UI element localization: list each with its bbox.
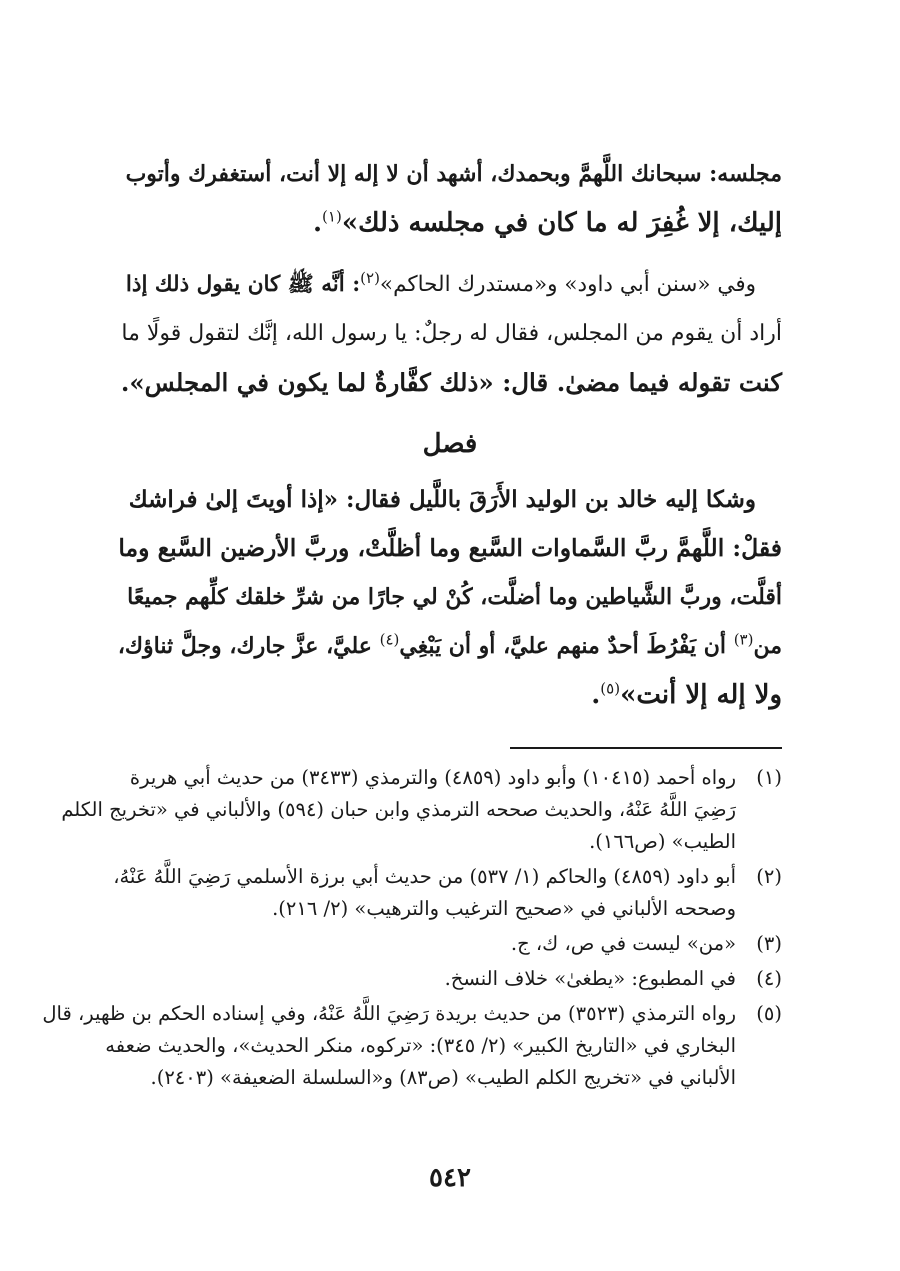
footnote-line: رواه الترمذي (٣٥٢٣) من حديث بريدة رَضِيَ اللَّهُ عَنْهُ، وفي إسناده الحكم بن ظهير، قال	[42, 1002, 736, 1025]
text-line	[118, 622, 782, 671]
text-line: أراد أن يقوم من المجلس، فقال له رجلٌ: يا رسول الله، إنَّك لتقول قولًا ما	[121, 321, 782, 346]
text-line	[118, 671, 782, 720]
footnote-number: (٣)	[756, 932, 782, 955]
main-text	[118, 150, 782, 732]
footnote-number: (٢)	[756, 865, 782, 888]
footnote-line: وصححه الألباني في «صحيح الترغيب والترهيب» (٢/ ٢١٦).	[272, 897, 736, 920]
footnote-text	[42, 998, 736, 1094]
footnote-line: البخاري في «التاريخ الكبير» (٢/ ٣٤٥): «تركوه، منكر الحديث»، والحديث ضعفه	[105, 1034, 736, 1057]
page-number: ٥٤٢	[429, 1163, 471, 1193]
text-line: مجلسه: سبحانك اللَّهمَّ وبحمدك، أشهد أن لا إله إلا أنت، أستغفرك وأتوب	[125, 161, 782, 187]
footnote-number: (٥)	[756, 1002, 782, 1025]
text-span: إليك، إلا غُفِرَ له ما كان في مجلسه ذلك»	[341, 208, 782, 238]
footnote	[42, 998, 782, 1094]
footnote	[118, 963, 782, 995]
text-line: أقلَّت، وربَّ الشَّياطين وما أضلَّت، كُنْ لي جارًا من شرِّ خلقك كلِّهم جميعًا	[127, 584, 782, 610]
text-line	[118, 199, 782, 248]
footnote-line: الألباني في «تخريج الكلم الطيب» (ص٨٣) و«السلسلة الضعيفة» (٢٤٠٣).	[150, 1066, 736, 1089]
footnote-ref-3[interactable]: (٣)	[733, 630, 754, 649]
text-span: عليَّ، عزَّ جارك، وجلَّ ثناؤك،	[117, 633, 380, 659]
footnote-text	[118, 928, 736, 960]
paragraph-1	[118, 150, 782, 248]
text-span: : أنَّه ﷺ كان يقول ذلك إذا	[125, 272, 361, 297]
footnote-line: «من» ليست في ص، ك، ج.	[510, 932, 736, 955]
footnotes	[42, 762, 782, 1097]
text-line: فقلْ: اللَّهمَّ ربَّ السَّماوات السَّبع وما أظلَّتْ، وربَّ الأرضين السَّبع وما	[118, 534, 782, 562]
text-line: وشكا إليه خالد بن الوليد الأَرَقَ باللَّيل فقال: «إذا أويتَ إلىٰ فراشك	[128, 486, 756, 513]
text-span: .	[591, 680, 601, 710]
text-span: ولا إله إلا أنت»	[620, 680, 782, 710]
footnote-text	[118, 963, 736, 995]
footnote-line: أبو داود (٤٨٥٩) والحاكم (١/ ٥٣٧) من حديث أبي برزة الأسلمي رَضِيَ اللَّهُ عَنْهُ،	[113, 865, 736, 888]
text-line	[118, 260, 782, 309]
footnote-line: في المطبوع: «يطغىٰ» خلاف النسخ.	[444, 967, 736, 990]
footnote-number: (٤)	[756, 967, 782, 990]
footnote-text	[113, 861, 736, 925]
footnote	[113, 861, 782, 925]
text-span: من	[753, 633, 782, 659]
footnote-ref-5[interactable]: (٥)	[600, 679, 621, 698]
footnote-line: الطيب» (ص١٦٦).	[589, 830, 736, 853]
text-span: وفي «سنن أبي داود» و«مستدرك الحاكم»	[379, 272, 756, 297]
section-heading: فصل	[422, 429, 478, 459]
paragraph-2	[118, 260, 782, 407]
footnote-ref-4[interactable]: (٤)	[379, 630, 400, 649]
footnote-line: رَضِيَ اللَّهُ عَنْهُ، والحديث صححه الترمذي وابن حبان (٥٩٤) والألباني في «تخريج الكلم	[61, 798, 736, 821]
footnote-text	[61, 762, 736, 858]
footnote-number: (١)	[756, 766, 782, 789]
footnote	[118, 928, 782, 960]
text-line: كنت تقوله فيما مضىٰ. قال: «ذلك كفَّارةٌ لما يكون في المجلس».	[120, 368, 782, 397]
footnote-ref-2[interactable]: (٢)	[360, 268, 380, 287]
text-span: .	[312, 208, 323, 238]
paragraph-3	[118, 475, 782, 720]
footnote-separator	[510, 747, 782, 749]
footnote-line: رواه أحمد (١٠٤١٥) وأبو داود (٤٨٥٩) والترمذي (٣٤٣٣) من حديث أبي هريرة	[129, 766, 736, 789]
text-span: أن يَفْرُطَ أحدٌ منهم عليَّ، أو أن يَبْغِي	[399, 633, 734, 659]
footnote	[61, 762, 782, 858]
footnote-ref-1[interactable]: (١)	[322, 207, 342, 226]
